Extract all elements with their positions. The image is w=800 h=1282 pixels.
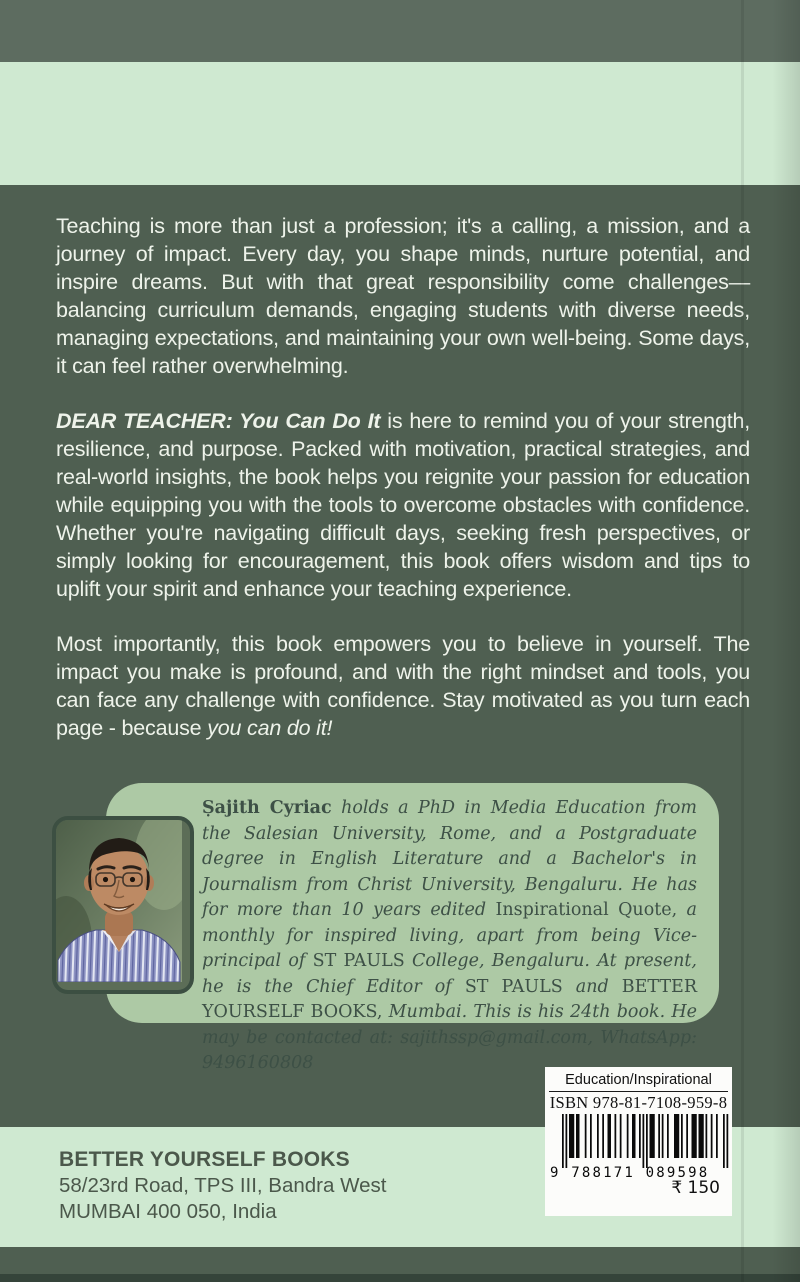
blurb-paragraph-1 <box>56 212 750 380</box>
book-title-mention: DEAR TEACHER: You Can Do It <box>56 409 381 433</box>
bio-segment: and <box>562 976 622 997</box>
bio-segment: holds a PhD in Media Education from the Salesian University, Rome, and a Postgraduate degree in English Literature and a Bachelor's in Journalism from Christ University, Bengaluru. He has for more than 10 years edited <box>202 798 697 920</box>
page-edge-shade <box>772 0 800 1282</box>
barcode-panel <box>545 1067 732 1216</box>
publisher-name: BETTER YOURSELF BOOKS <box>59 1148 350 1171</box>
blurb-text-2: is here to remind you of your strength, resilience, and purpose. Packed with motivation, practical strategies, and real-world insights, the book helps you reignite your passion for education while equipping you with the tools to overcome obstacles with confidence. Whether you're navigating difficult days, seeking fresh perspectives, or simply looking for encouragement, this book offers wisdom and tips to uplift your spirit and enhance your teaching experience. <box>56 409 751 601</box>
barcode-price: ₹ 150 <box>671 1178 720 1198</box>
magazine-name: Inspirational Quote, <box>495 900 678 920</box>
author-bio-text <box>106 783 719 1077</box>
publisher-mention-1: ST PAULS <box>464 976 563 997</box>
college-name: ST PAULS <box>312 951 405 971</box>
barcode-bars <box>549 1114 729 1180</box>
publisher-address-line-2: MUMBAI 400 050, India <box>59 1200 277 1223</box>
author-bio-box <box>106 783 719 1073</box>
blurb-text-3: Most importantly, this book empowers you to believe in yourself. The impact you make is profound, and with the right mindset and tools, you can face any challenge with confidence. Stay motivated as you turn each page - because <box>56 632 750 740</box>
publisher-mention-2: BETTER YOURSELF BOOKS, <box>202 976 697 1022</box>
back-cover-blurb <box>56 212 750 769</box>
author-photo <box>56 820 182 982</box>
top-mint-band <box>0 62 800 185</box>
blurb-text-1: Teaching is more than just a profession; it's a calling, a mission, and a journey of impact. Every day, you shape minds, nurture potential, and inspire dreams. But with that great responsibility come challenges—balancing curriculum demands, engaging students with diverse needs, managing expectations, and maintaining your own well-being. Some days, it can feel rather overwhelming. <box>56 214 750 378</box>
publisher-block <box>59 1146 386 1225</box>
blurb-paragraph-3 <box>56 630 750 742</box>
blurb-paragraph-2 <box>56 407 750 603</box>
barcode-category: Education/Inspirational <box>565 1072 712 1088</box>
bio-segment: College, Bengaluru. At present, he is the Chief Editor of <box>202 951 697 997</box>
author-photo-frame <box>52 816 194 994</box>
bottom-edge-strip <box>0 1274 800 1282</box>
bio-segment: Mumbai. This is his 24th book. He may be contacted at: sajithssp@gmail.com, WhatsApp: 9496160808 <box>202 1002 697 1073</box>
bio-segment: a monthly for inspired living, apart from being Vice-principal of <box>202 900 697 971</box>
publisher-address-line-1: 58/23rd Road, TPS III, Bandra West <box>59 1174 387 1197</box>
author-name: Ṣajith Cyriac <box>202 798 332 818</box>
barcode-digits: 9 788171 089598 <box>549 1165 709 1180</box>
blurb-tagline: you can do it! <box>207 716 333 740</box>
barcode-isbn: ISBN 978-81-7108-959-8 <box>549 1093 728 1112</box>
top-dark-band <box>0 0 800 62</box>
